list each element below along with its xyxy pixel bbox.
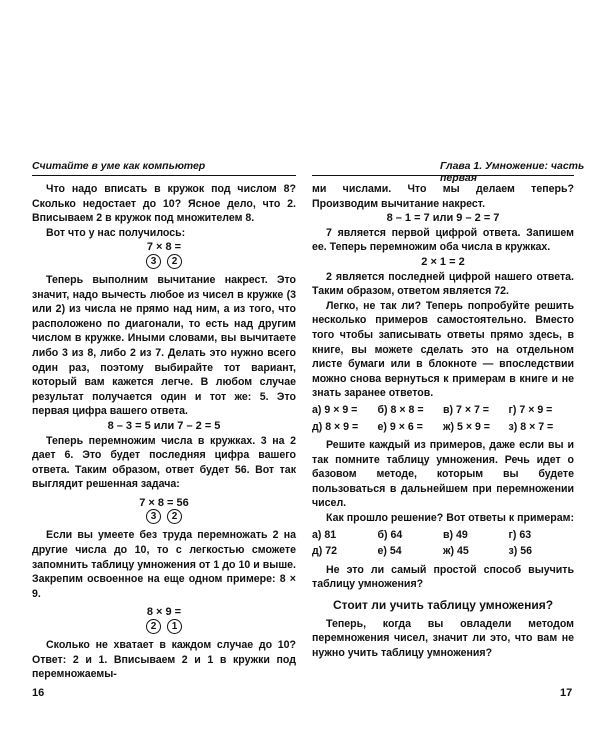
equation: 8 × 9 = <box>146 606 182 619</box>
paragraph: ми числами. Что мы делаем теперь? Производим вычитание накрест. <box>312 183 574 210</box>
paragraph: Теперь перемножим числа в кружках. 3 на 2 дает 6. Это будет последняя цифра вашего ответа. Таким образом, ответ будет 56. Вот так выглядит решенная задача: <box>32 434 296 491</box>
answer-item: а) 81 <box>312 528 337 541</box>
circle-digit: 2 <box>146 619 161 634</box>
section-heading: Стоит ли учить таблицу умножения? <box>332 598 554 613</box>
paragraph: Не это ли самый простой способ выучить таблицу умножения? <box>312 563 574 591</box>
paragraph: Что надо вписать в кружок под числом 8? Сколько недостает до 10? Ясное дело, что 2. Вписываем 2 в кружок под множителем 8. <box>32 183 296 225</box>
circled-digits <box>32 254 296 269</box>
equation: 7 × 8 = 56 <box>139 496 189 509</box>
page-number-right: 17 <box>560 687 573 699</box>
exercise-item: з) 8 × 7 = <box>508 420 554 433</box>
paragraph: Легко, не так ли? Теперь попробуйте решить несколько примеров самостоятельно. Вместо того чтобы записывать ответы прямо здесь, в книге, вы можете сделать это на отдельном листе бумаги или в блокноте — впоследствии можно снова вернуться к примерам в книге и не знать заранее ответов. <box>312 299 574 400</box>
answer-item: д) 72 <box>312 545 337 558</box>
exercise-item: г) 7 × 9 = <box>508 403 553 416</box>
answer-grid <box>312 528 574 559</box>
paragraph: Вот что у нас получилось: <box>46 226 186 239</box>
equation: 2 × 1 = 2 <box>421 255 465 268</box>
answer-item: б) 64 <box>377 528 403 541</box>
equation: 8 – 3 = 5 или 7 – 2 = 5 <box>107 419 221 432</box>
paragraph: Решите каждый из примеров, даже если вы и так помните таблицу умножения. Речь идет о базовом методе, которым вы будете пользоваться в дальнейшем при перемножении чисел. <box>312 439 574 510</box>
exercise-item: б) 8 × 8 = <box>377 403 424 416</box>
running-header-right: Глава 1. Умножение: часть первая <box>440 160 585 184</box>
circled-digits <box>32 619 296 634</box>
paragraph: 7 является первой цифрой ответа. Запишем ее. Теперь перемножим оба числа в кружках. <box>312 226 574 254</box>
paragraph: Если вы умеете без труда перемножать 2 на другие числа до 10, то с легкостью сможете запомнить таблицу умножения от 1 до 10 и выше. Закрепим освоенное на еще одном примере: 8 × 9. <box>32 529 296 600</box>
circle-digit: 3 <box>146 254 161 269</box>
header-rule-left <box>32 175 296 176</box>
left-page-column <box>32 182 296 682</box>
paragraph: Как прошло решение? Вот ответы к примерам: <box>326 512 574 525</box>
equation: 8 – 1 = 7 или 9 – 2 = 7 <box>386 212 500 225</box>
exercise-item: д) 8 × 9 = <box>312 420 359 433</box>
paragraph: Сколько не хватает в каждом случае до 10? Ответ: 2 и 1. Вписываем 2 и 1 в кружки под перемножаемы- <box>32 639 296 681</box>
running-header-left: Считайте в уме как компьютер <box>32 160 206 172</box>
header-rule-right <box>312 175 574 176</box>
answer-item: ж) 45 <box>443 545 469 558</box>
exercise-grid <box>312 403 574 434</box>
answer-item: в) 49 <box>443 528 468 541</box>
paragraph: Теперь, когда вы овладели методом перемножения чисел, значит ли это, что вам не нужно учить таблицу умножения? <box>312 617 574 659</box>
circled-digits <box>32 509 296 524</box>
right-page-column <box>312 182 574 660</box>
circle-digit: 2 <box>167 509 182 524</box>
answer-item: г) 63 <box>508 528 532 541</box>
exercise-item: а) 9 × 9 = <box>312 403 358 416</box>
answer-item: з) 56 <box>508 545 533 558</box>
equation: 7 × 8 = <box>146 241 182 254</box>
paragraph: Теперь выполним вычитание накрест. Это значит, надо вычесть любое из чисел в кружке (3 или 2) из числа не прямо над ним, а из того, что расположено по диагонали, то есть над другим числом в кружке. Иными словами, вы вычитаете либо 3 из 8, либо 2 из 7. Делать это нужно всего один раз, поэтому выбирайте тот вариант, который вам кажется легче. В любом случае результат получается один и тот же: 5. Это первая цифра вашего ответа. <box>32 273 296 418</box>
page-number-left: 16 <box>32 687 45 699</box>
circle-digit: 2 <box>167 254 182 269</box>
circle-digit: 1 <box>167 619 182 634</box>
circle-digit: 3 <box>146 509 161 524</box>
exercise-item: ж) 5 × 9 = <box>443 420 490 433</box>
paragraph: 2 является последней цифрой нашего ответа. Таким образом, ответом является 72. <box>312 270 574 298</box>
exercise-item: в) 7 × 7 = <box>443 403 489 416</box>
exercise-item: е) 9 × 6 = <box>377 420 423 433</box>
answer-item: е) 54 <box>377 545 402 558</box>
